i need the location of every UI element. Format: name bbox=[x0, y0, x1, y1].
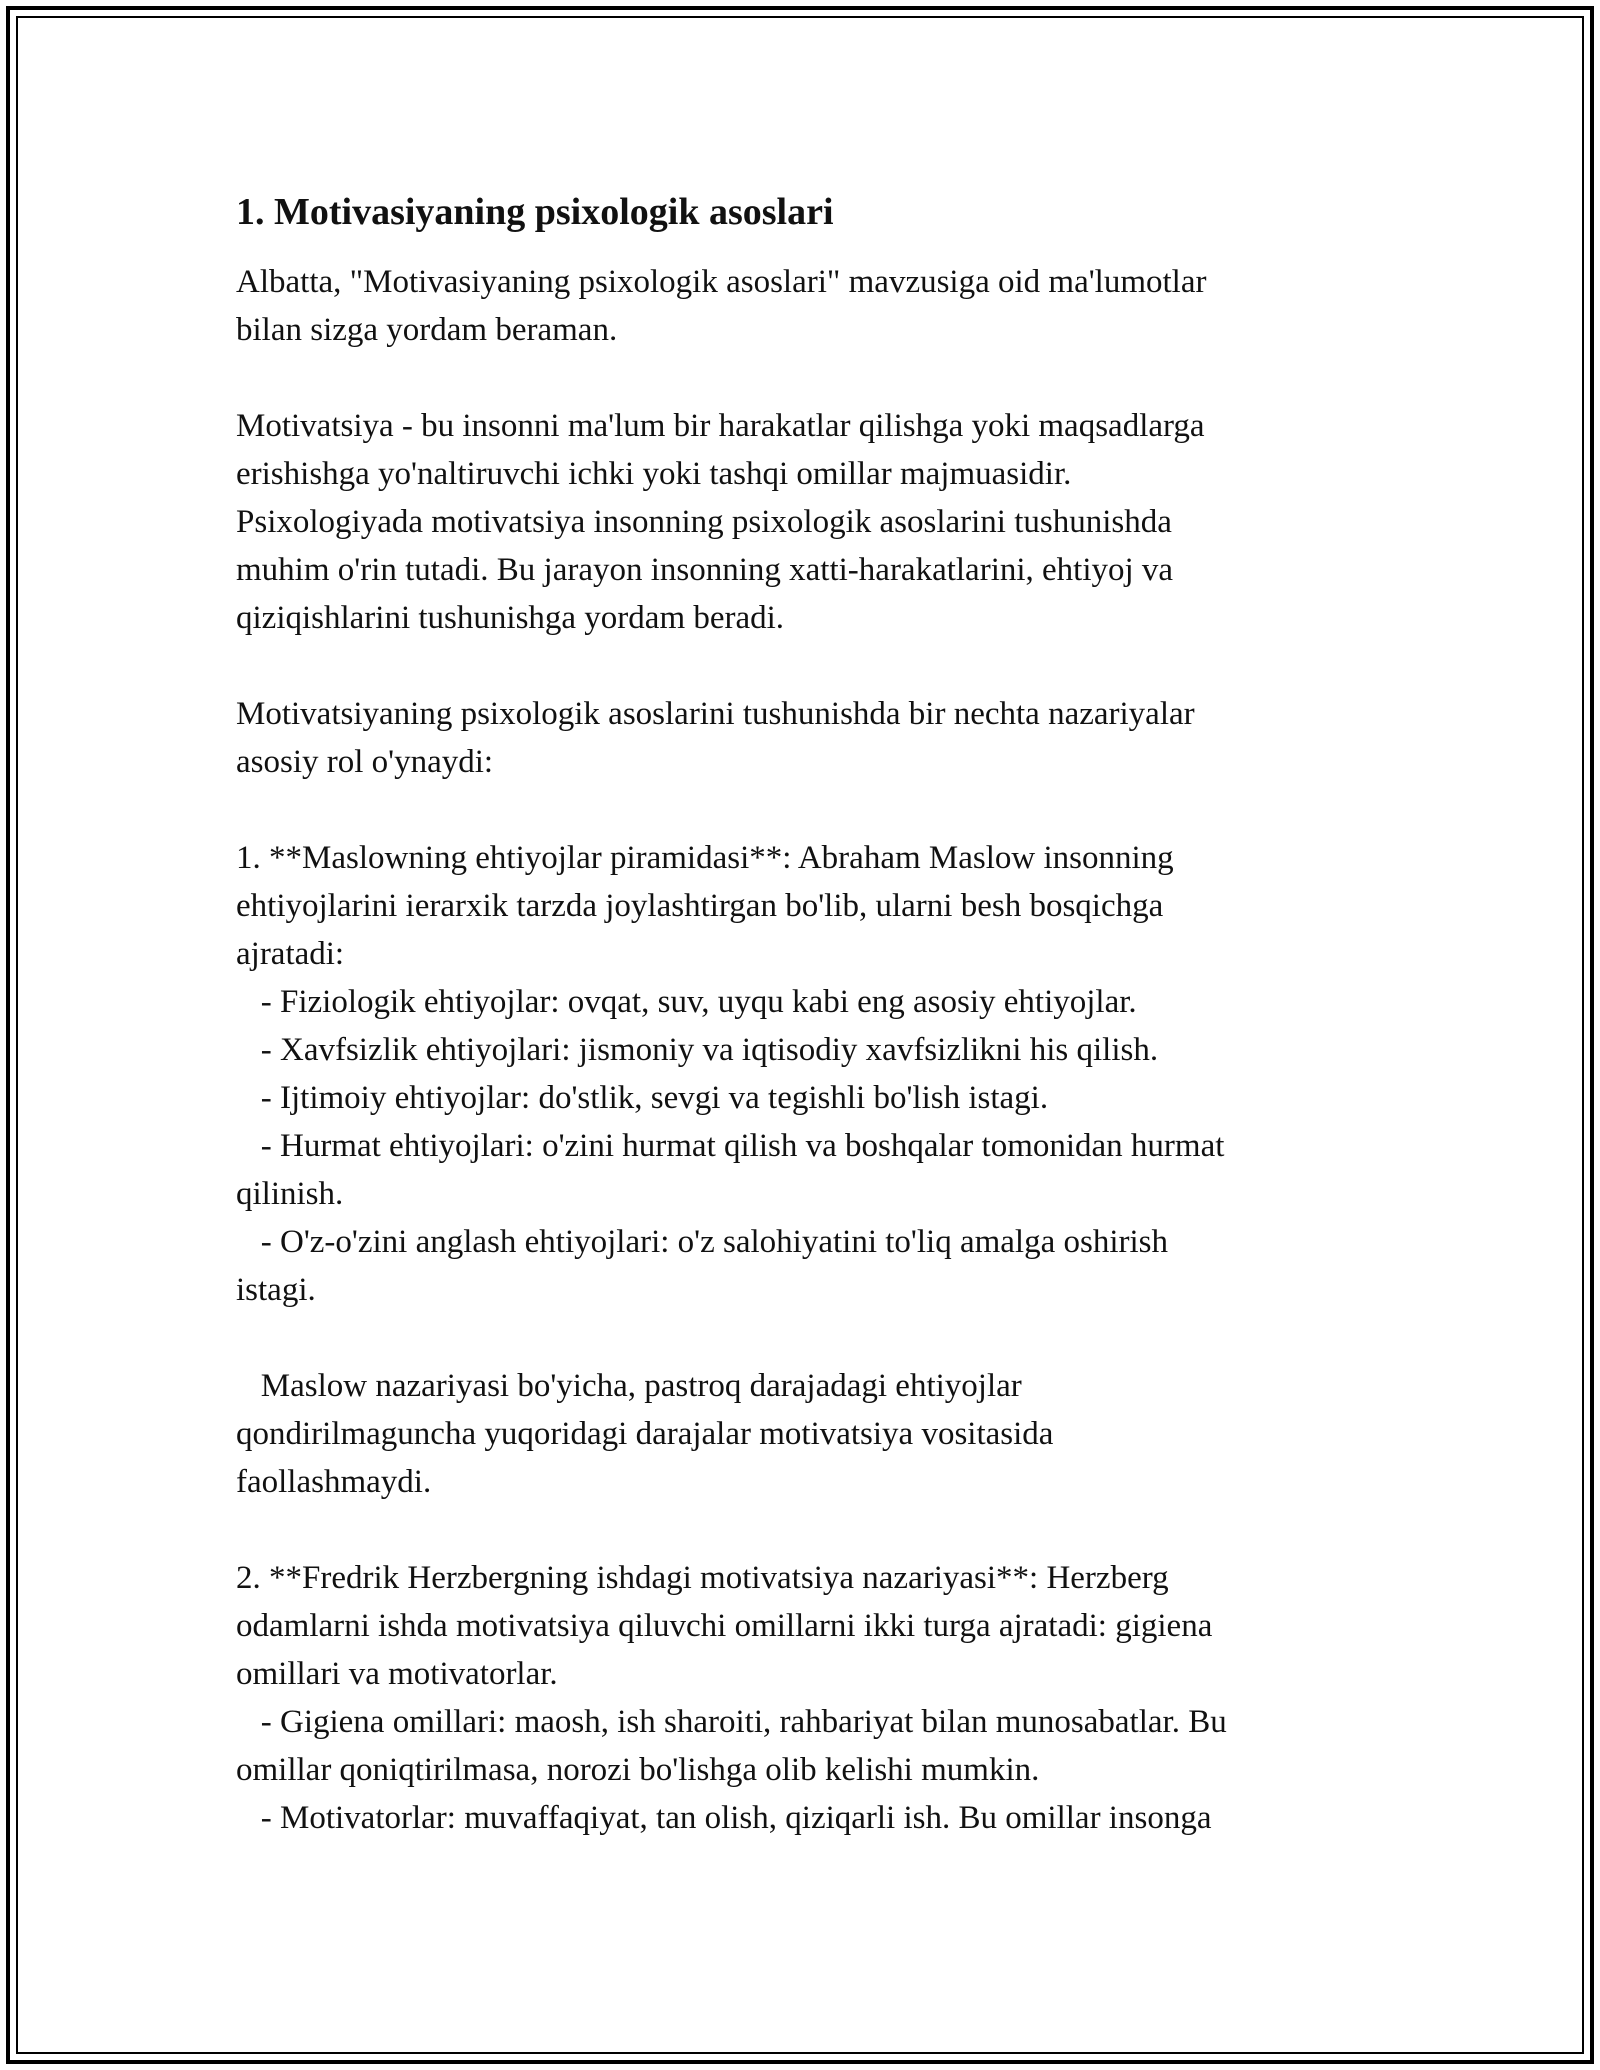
text-line: omillari va motivatorlar. bbox=[236, 1656, 558, 1692]
text-line: faollashmaydi. bbox=[236, 1464, 432, 1500]
text-line: qilinish. bbox=[236, 1176, 344, 1212]
list-item-line: - O'z-o'zini anglash ehtiyojlari: o'z salohiyatini to'liq amalga oshirish bbox=[236, 1224, 1168, 1260]
paragraph-gap bbox=[236, 1314, 1376, 1362]
text-line: Motivatsiya - bu insonni ma'lum bir harakatlar qilishga yoki maqsadlarga bbox=[236, 408, 1205, 444]
text-line: Maslow nazariyasi bo'yicha, pastroq darajadagi ehtiyojlar bbox=[236, 1368, 1022, 1404]
paragraph-gap bbox=[236, 642, 1376, 690]
text-line: Motivatsiyaning psixologik asoslarini tushunishda bir nechta nazariyalar bbox=[236, 696, 1195, 732]
list-item-line: - Xavfsizlik ehtiyojlari: jismoniy va iqtisodiy xavfsizlikni his qilish. bbox=[236, 1032, 1159, 1068]
text-line: 2. **Fredrik Herzbergning ishdagi motivatsiya nazariyasi**: Herzberg bbox=[236, 1560, 1169, 1596]
text-line: muhim o'rin tutadi. Bu jarayon insonning xatti-harakatlarini, ehtiyoj va bbox=[236, 552, 1174, 588]
text-line: ajratadi: bbox=[236, 936, 345, 972]
list-item-line: - Motivatorlar: muvaffaqiyat, tan olish, qiziqarli ish. Bu omillar insonga bbox=[236, 1800, 1212, 1836]
text-line: qondirilmaguncha yuqoridagi darajalar motivatsiya vositasida bbox=[236, 1416, 1054, 1452]
paragraph-gap bbox=[236, 354, 1376, 402]
text-line: odamlarni ishda motivatsiya qiluvchi omillarni ikki turga ajratadi: gigiena bbox=[236, 1608, 1213, 1644]
text-line: omillar qoniqtirilmasa, norozi bo'lishga olib kelishi mumkin. bbox=[236, 1752, 1040, 1788]
list-item-line: - Ijtimoiy ehtiyojlar: do'stlik, sevgi va tegishli bo'lish istagi. bbox=[236, 1080, 1049, 1116]
text-line: Albatta, "Motivasiyaning psixologik asoslari" mavzusiga oid ma'lumotlar bbox=[236, 264, 1207, 300]
list-item-line: - Fiziologik ehtiyojlar: ovqat, suv, uyqu kabi eng asosiy ehtiyojlar. bbox=[236, 984, 1137, 1020]
paragraph-gap bbox=[236, 1506, 1376, 1554]
text-line: erishishga yo'naltiruvchi ichki yoki tashqi omillar majmuasidir. bbox=[236, 456, 1072, 492]
page-title: 1. Motivasiyaning psixologik asoslari bbox=[236, 191, 834, 233]
text-line: ehtiyojlarini ierarxik tarzda joylashtirgan bo'lib, ularni besh bosqichga bbox=[236, 888, 1164, 924]
text-line: bilan sizga yordam beraman. bbox=[236, 312, 618, 348]
list-item-line: - Hurmat ehtiyojlari: o'zini hurmat qilish va boshqalar tomonidan hurmat bbox=[236, 1128, 1225, 1164]
text-line: 1. **Maslowning ehtiyojlar piramidasi**: Abraham Maslow insonning bbox=[236, 840, 1174, 876]
text-line: asosiy rol o'ynaydi: bbox=[236, 744, 494, 780]
text-line: qiziqishlarini tushunishga yordam beradi. bbox=[236, 600, 785, 636]
text-line: Psixologiyada motivatsiya insonning psixologik asoslarini tushunishda bbox=[236, 504, 1172, 540]
document-body bbox=[236, 186, 1376, 1842]
text-line: istagi. bbox=[236, 1272, 316, 1308]
list-item-line: - Gigiena omillari: maosh, ish sharoiti, rahbariyat bilan munosabatlar. Bu bbox=[236, 1704, 1227, 1740]
text-lines bbox=[236, 258, 1376, 1842]
paragraph-gap bbox=[236, 786, 1376, 834]
